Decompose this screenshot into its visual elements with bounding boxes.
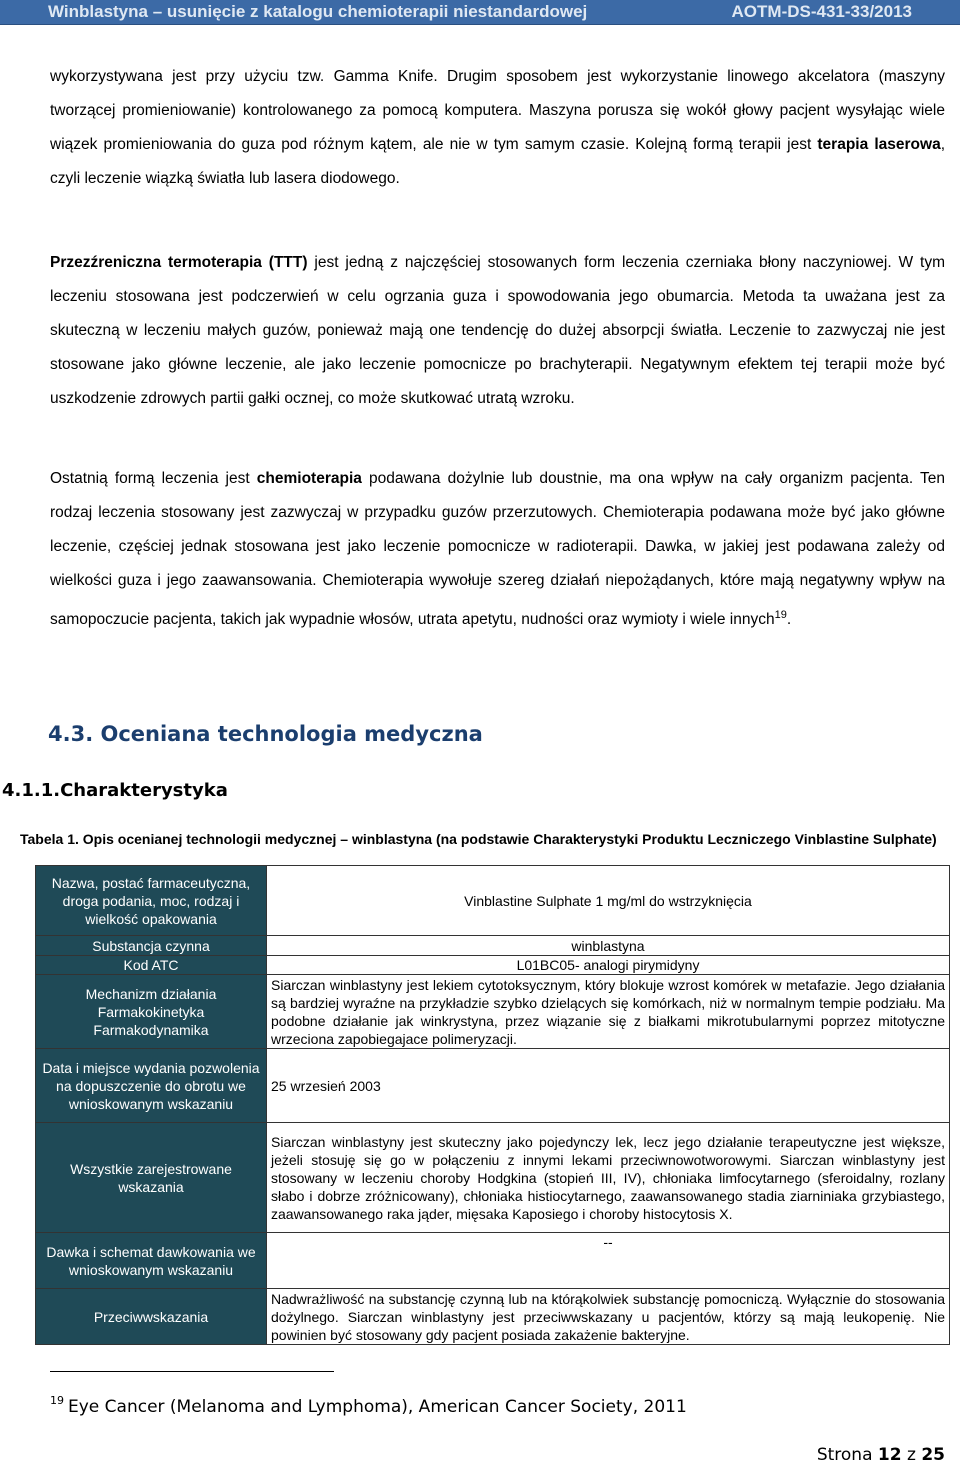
- row-value: --: [267, 1233, 950, 1289]
- section-heading: 4.3. Oceniana technologia medyczna: [48, 722, 483, 746]
- document-title: Winblastyna – usunięcie z katalogu chemioterapii niestandardowej: [48, 2, 588, 21]
- table-row: [36, 1049, 950, 1123]
- term-ttt: Przezźreniczna termoterapia (TTT): [50, 254, 308, 271]
- paragraph-1: wykorzystywana jest przy użyciu tzw. Gamma Knife. Drugim sposobem jest wykorzystanie linowego akcelatora (maszyny tworzącej promieniowanie) kontrolowanego za pomocą komputera. Maszyna porusza się wokół głowy pacjent wysyłając wiele wiązek promieniowania do guza pod różnym kątem, ale nie w tym samym czasie. Kolejną formą terapii jest terapia laserowa, czyli leczenie wiązką światła lub lasera diodowego.: [50, 68, 945, 187]
- paragraph-3: Ostatnią formą leczenia jest chemioterapia podawana dożylnie lub doustnie, ma ona wpływ na cały organizm pacjenta. Ten rodzaj leczenia stosowany jest zazwyczaj w przypadku guzów przerzutowych. Chemioterapia podawana może być jako główne leczenie, częściej jednak stosowana jest jako leczenie pomocnicze w radioterapii. Dawka, w jakiej jest podawana zależy od wielkości guza i jego zaawansowania. Chemioterapia wywołuje szereg działań niepożądanych, które mają negatywny wpływ na samopoczucie pacjenta, takich jak wypadnie włosów, utrata apetytu, nudności oraz wymioty i wiele innych$^{19}$.: [50, 470, 945, 629]
- row-value: Nadwrażliwość na substancję czynną lub na którąkolwiek substancję pomocniczą. Wyłącznie do stosowania dożylnego. Siarczan winblastyny jest przeciwwskazany u pacjentów, którzy są mają leukopenię. Nie powinien być stosowany gdy pacjent posiada zakażenie bakteryjne.: [267, 1289, 950, 1345]
- row-value: Siarczan winblastyny jest skuteczny jako pojedynczy lek, lecz jego działanie terapeutyczne jest większe, jeżeli stosuję się go w połączeniu z innymi lekami przeciwnowotworowymi. Siarczan winblastyny jest stosowany w leczeniu choroby Hodgkina (stopień III, IV), chłoniaka limfocytarnego (sferoidalny, rozlany słabo i dobrze zróżnicowany), chłoniaka histiocytarnego, zaawansowanego stadia ziarniniaka grzybiastego, zaawansowanego raka jąder, mięsaka Kaposiego i choroby histocytosis X.: [267, 1123, 950, 1233]
- row-value: L01BC05- analogi pirymidyny: [267, 956, 950, 975]
- table-row: [36, 1233, 950, 1289]
- subsection-heading: 4.1.1.Charakterystyka: [2, 780, 228, 801]
- footnote-separator: [50, 1371, 334, 1372]
- document-code: AOTM-DS-431-33/2013: [731, 2, 912, 21]
- table-caption: Tabela 1. Opis ocenianej technologii medycznej – winblastyna (na podstawie Charakterystyki Produktu Leczniczego Vinblastine Sulphate): [20, 831, 937, 847]
- table-row: [36, 936, 950, 956]
- row-label: Kod ATC: [36, 956, 267, 975]
- term-laser-therapy: terapia laserowa: [817, 136, 941, 153]
- row-label: Substancja czynna: [36, 936, 267, 956]
- footnote-ref[interactable]: 19: [774, 609, 787, 621]
- footnote-number: 19: [50, 1394, 64, 1407]
- footnote: [50, 1394, 687, 1417]
- table-row: [36, 956, 950, 975]
- table-row: [36, 866, 950, 936]
- term-chemotherapy: chemioterapia: [256, 470, 362, 487]
- table-row: [36, 1123, 950, 1233]
- table-row: [36, 975, 950, 1049]
- current-page: 12: [877, 1445, 902, 1465]
- row-label: Wszystkie zarejestrowane wskazania: [36, 1123, 267, 1233]
- table-row: [36, 1289, 950, 1345]
- row-value: winblastyna: [267, 936, 950, 956]
- row-label: Mechanizm działania Farmakokinetyka Farmakodynamika: [36, 975, 267, 1049]
- page-number: Strona 12 z 25: [816, 1445, 945, 1465]
- row-label: Przeciwwskazania: [36, 1289, 267, 1345]
- document-header: [0, 0, 960, 25]
- row-value: 25 wrzesień 2003: [267, 1049, 950, 1123]
- row-label: Dawka i schemat dawkowania we wnioskowanym wskazaniu: [36, 1233, 267, 1289]
- technology-description-table: [35, 865, 950, 1345]
- row-label: Data i miejsce wydania pozwolenia na dopuszczenie do obrotu we wnioskowanym wskazaniu: [36, 1049, 267, 1123]
- row-value: Siarczan winblastyny jest lekiem cytotoksycznym, który blokuje wzrost komórek w metafazie. Jego działania są bardziej wyraźne na przykładzie szybko dzielących się komórkach, niż w normalnym tempie podziału. Ma podobne działanie jak winkrystyna, przez wiązanie się z białkami mikrotubularnymi poprzez mitotyczne wrzeciona zapobiegajace polimeryzacji.: [267, 975, 950, 1049]
- footnote-text: Eye Cancer (Melanoma and Lymphoma), American Cancer Society, 2011: [68, 1397, 687, 1417]
- paragraph-2: Przezźreniczna termoterapia (TTT) jest jedną z najczęściej stosowanych form leczenia czerniaka błony naczyniowej. W tym leczeniu stosowana jest podczerwień w celu ogrzania guza i spowodowania jego obumarcia. Metoda ta uważana jest za skuteczną w leczeniu małych guzów, ponieważ mają one tendencję do dużej absorpcji światła. Leczenie to zazwyczaj nie jest stosowane jako główne leczenie, ale jako leczenie pomocnicze po brachyterapii. Negatywnym efektem tej terapii może być uszkodzenie zdrowych partii gałki ocznej, co może skutkować utratą wzroku.: [50, 254, 946, 407]
- total-pages: 25: [921, 1445, 945, 1465]
- row-label: Nazwa, postać farmaceutyczna, droga podania, moc, rodzaj i wielkość opakowania: [36, 866, 267, 936]
- row-value: Vinblastine Sulphate 1 mg/ml do wstrzyknięcia: [267, 866, 950, 936]
